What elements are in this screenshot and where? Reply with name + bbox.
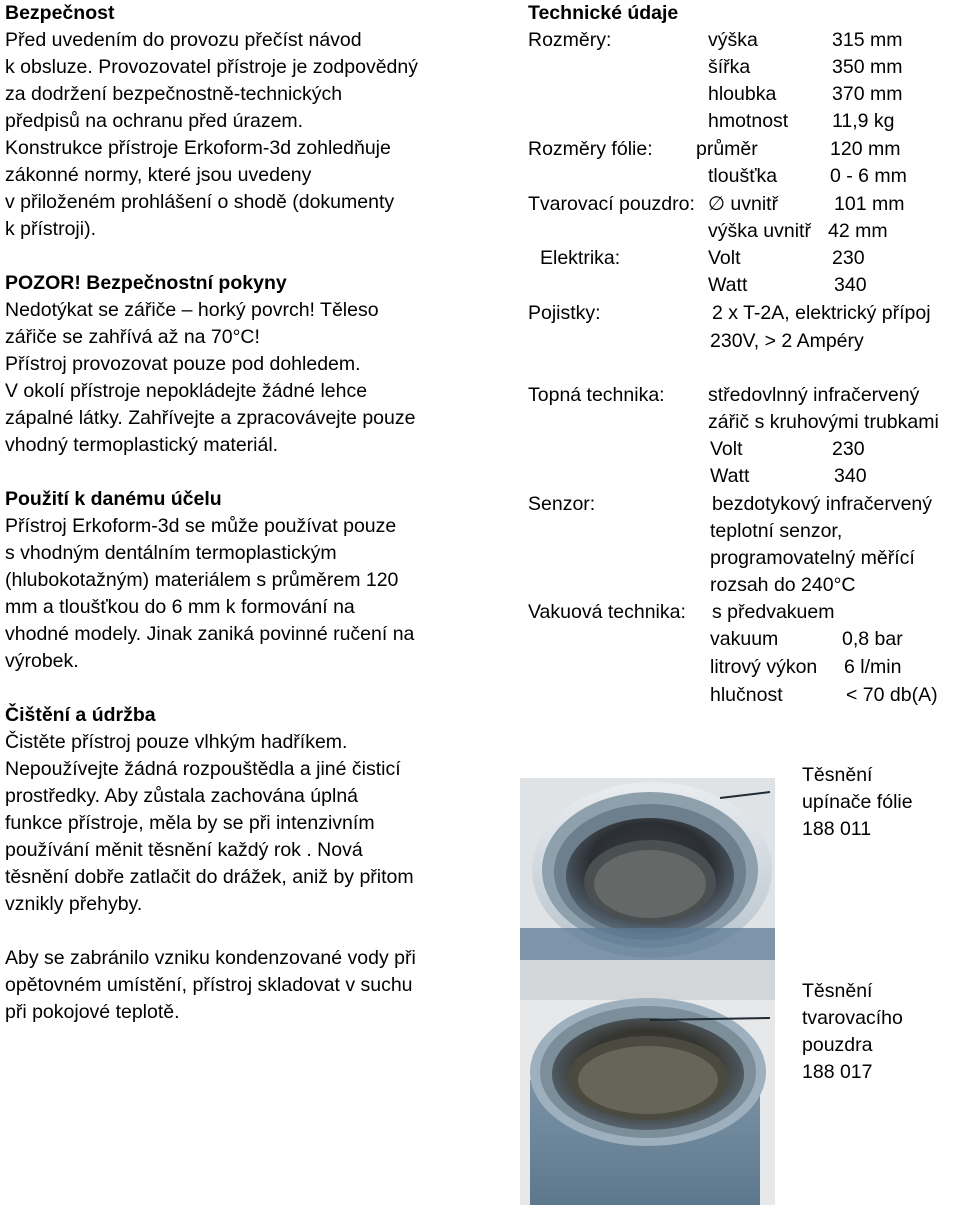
spec-label: Elektrika:	[540, 247, 621, 269]
sleeve-seal-caption	[802, 978, 903, 1086]
text-line: Přístroj Erkoform-3d se může používat pouze	[5, 515, 397, 537]
spec-label: Senzor:	[528, 493, 596, 515]
text-line: Aby se zabránilo vzniku kondenzované vody při	[5, 947, 416, 969]
text-line: při pokojové teplotě.	[5, 1001, 180, 1023]
spec-param: středovlnný infračervený	[708, 384, 920, 406]
clamp-seal-photo	[520, 778, 775, 960]
spec-value: 42 mm	[828, 220, 888, 242]
tech-title: Technické údaje	[528, 2, 679, 24]
spec-param: hloubka	[708, 83, 777, 105]
text-line: používání měnit těsnění každý rok . Nová	[5, 839, 363, 861]
spec-value: 230	[832, 438, 865, 460]
caption-line: 188 017	[802, 1061, 873, 1083]
spec-param: výška uvnitř	[708, 220, 811, 242]
spec-param: zářič s kruhovými trubkami	[708, 411, 939, 433]
text-line: vznikly přehyby.	[5, 893, 143, 915]
usage-section	[5, 486, 495, 675]
caption-line: tvarovacího	[802, 1007, 903, 1029]
text-line: vhodné modely. Jinak zaniká povinné ručení na	[5, 623, 415, 645]
text-line: Konstrukce přístroje Erkoform-3d zohledňuje	[5, 137, 391, 159]
spec-param: 2 x T-2A, elektrický přípoj	[712, 302, 931, 324]
spec-param: Watt	[708, 274, 748, 296]
spec-label: Pojistky:	[528, 302, 601, 324]
sleeve-seal-illustration	[520, 960, 775, 1205]
spec-value: 315 mm	[832, 29, 903, 51]
spec-value: 370 mm	[832, 83, 903, 105]
caption-line: pouzdra	[802, 1034, 873, 1056]
spec-param: průměr	[696, 138, 758, 160]
spec-value: 11,9 kg	[832, 110, 895, 132]
caption-line: upínače fólie	[802, 791, 913, 813]
spec-param: ∅ uvnitř	[708, 193, 779, 215]
spec-param: Volt	[708, 247, 741, 269]
spec-value: 340	[834, 274, 867, 296]
spec-param: Watt	[710, 465, 750, 487]
text-line: zářiče se zahřívá až na 70°C!	[5, 326, 260, 348]
left-column	[5, 0, 495, 1053]
text-line: prostředky. Aby zůstala zachována úplná	[5, 785, 359, 807]
caption-line: 188 011	[802, 818, 872, 840]
text-line: mm a tloušťkou do 6 mm k formování na	[5, 596, 355, 618]
spec-label: Rozměry fólie:	[528, 138, 653, 160]
text-line: (hlubokotažným) materiálem s průměrem 120	[5, 569, 399, 591]
warning-section	[5, 270, 495, 459]
spec-label: Vakuová technika:	[528, 601, 686, 623]
spec-param: bezdotykový infračervený	[712, 493, 933, 515]
text-line: Čistěte přístroj pouze vlhkým hadříkem.	[5, 731, 348, 753]
spec-param: šířka	[708, 56, 751, 78]
text-line: Nepoužívejte žádná rozpouštědla a jiné čisticí	[5, 758, 401, 780]
cleaning-section	[5, 702, 495, 918]
text-line: V okolí přístroje nepokládejte žádné lehce	[5, 380, 368, 402]
spec-param: vakuum	[710, 628, 779, 650]
text-line: zákonné normy, které jsou uvedeny	[5, 164, 312, 186]
warning-title: POZOR! Bezpečnostní pokyny	[5, 272, 287, 294]
spec-value: 101 mm	[834, 193, 905, 215]
spec-value: 0,8 bar	[842, 628, 903, 650]
caption-line: Těsnění	[802, 980, 873, 1002]
spec-param: Volt	[710, 438, 743, 460]
spec-param: s předvakuem	[712, 601, 835, 623]
spec-param: 230V, > 2 Ampéry	[710, 330, 864, 352]
spec-param: teplotní senzor,	[710, 520, 843, 542]
spec-param: hlučnost	[710, 684, 783, 706]
text-line: k obsluze. Provozovatel přístroje je zodpovědný	[5, 56, 418, 78]
text-line: v přiloženém prohlášení o shodě (dokumenty	[5, 191, 395, 213]
text-line: s vhodným dentálním termoplastickým	[5, 542, 337, 564]
text-line: Nedotýkat se zářiče – horký povrch! Těleso	[5, 299, 379, 321]
spec-value: < 70 db(A)	[846, 684, 938, 706]
text-line: Před uvedením do provozu přečíst návod	[5, 29, 362, 51]
text-line: těsnění dobře zatlačit do drážek, aniž by přitom	[5, 866, 414, 888]
spec-value: 0 - 6 mm	[830, 165, 907, 187]
spec-param: tloušťka	[708, 165, 778, 187]
text-line: k přístroji).	[5, 218, 97, 240]
spec-value: 120 mm	[830, 138, 901, 160]
text-line: Přístroj provozovat pouze pod dohledem.	[5, 353, 361, 375]
text-line: zápalné látky. Zahřívejte a zpracovávejte pouze	[5, 407, 416, 429]
spec-label: Rozměry:	[528, 29, 612, 51]
text-line: za dodržení bezpečnostně-technických	[5, 83, 343, 105]
text-line: opětovném umístění, přístroj skladovat v suchu	[5, 974, 413, 996]
text-line: vhodný termoplastický materiál.	[5, 434, 279, 456]
caption-line: Těsnění	[802, 764, 873, 786]
spec-param: litrový výkon	[710, 656, 818, 678]
cleaning-title: Čištění a údržba	[5, 704, 156, 726]
text-line: předpisů na ochranu před úrazem.	[5, 110, 304, 132]
spec-value: 350 mm	[832, 56, 903, 78]
text-line: funkce přístroje, měla by se při intenzivním	[5, 812, 375, 834]
spec-value: 6 l/min	[844, 656, 902, 678]
spec-label: Tvarovací pouzdro:	[528, 193, 695, 215]
clamp-seal-caption	[802, 762, 913, 843]
text-line: výrobek.	[5, 650, 79, 672]
safety-section	[5, 0, 495, 243]
spec-label: Topná technika:	[528, 384, 665, 406]
spec-value: 230	[832, 247, 865, 269]
safety-title: Bezpečnost	[5, 2, 115, 24]
clamp-seal-illustration	[520, 778, 775, 960]
spec-param: hmotnost	[708, 110, 789, 132]
spec-param: rozsah do 240°C	[710, 574, 856, 596]
spec-param: výška	[708, 29, 758, 51]
storage-section	[5, 945, 495, 1026]
spec-param: programovatelný měřící	[710, 547, 915, 569]
usage-title: Použití k danému účelu	[5, 488, 222, 510]
sleeve-seal-photo	[520, 960, 775, 1205]
spec-value: 340	[834, 465, 867, 487]
